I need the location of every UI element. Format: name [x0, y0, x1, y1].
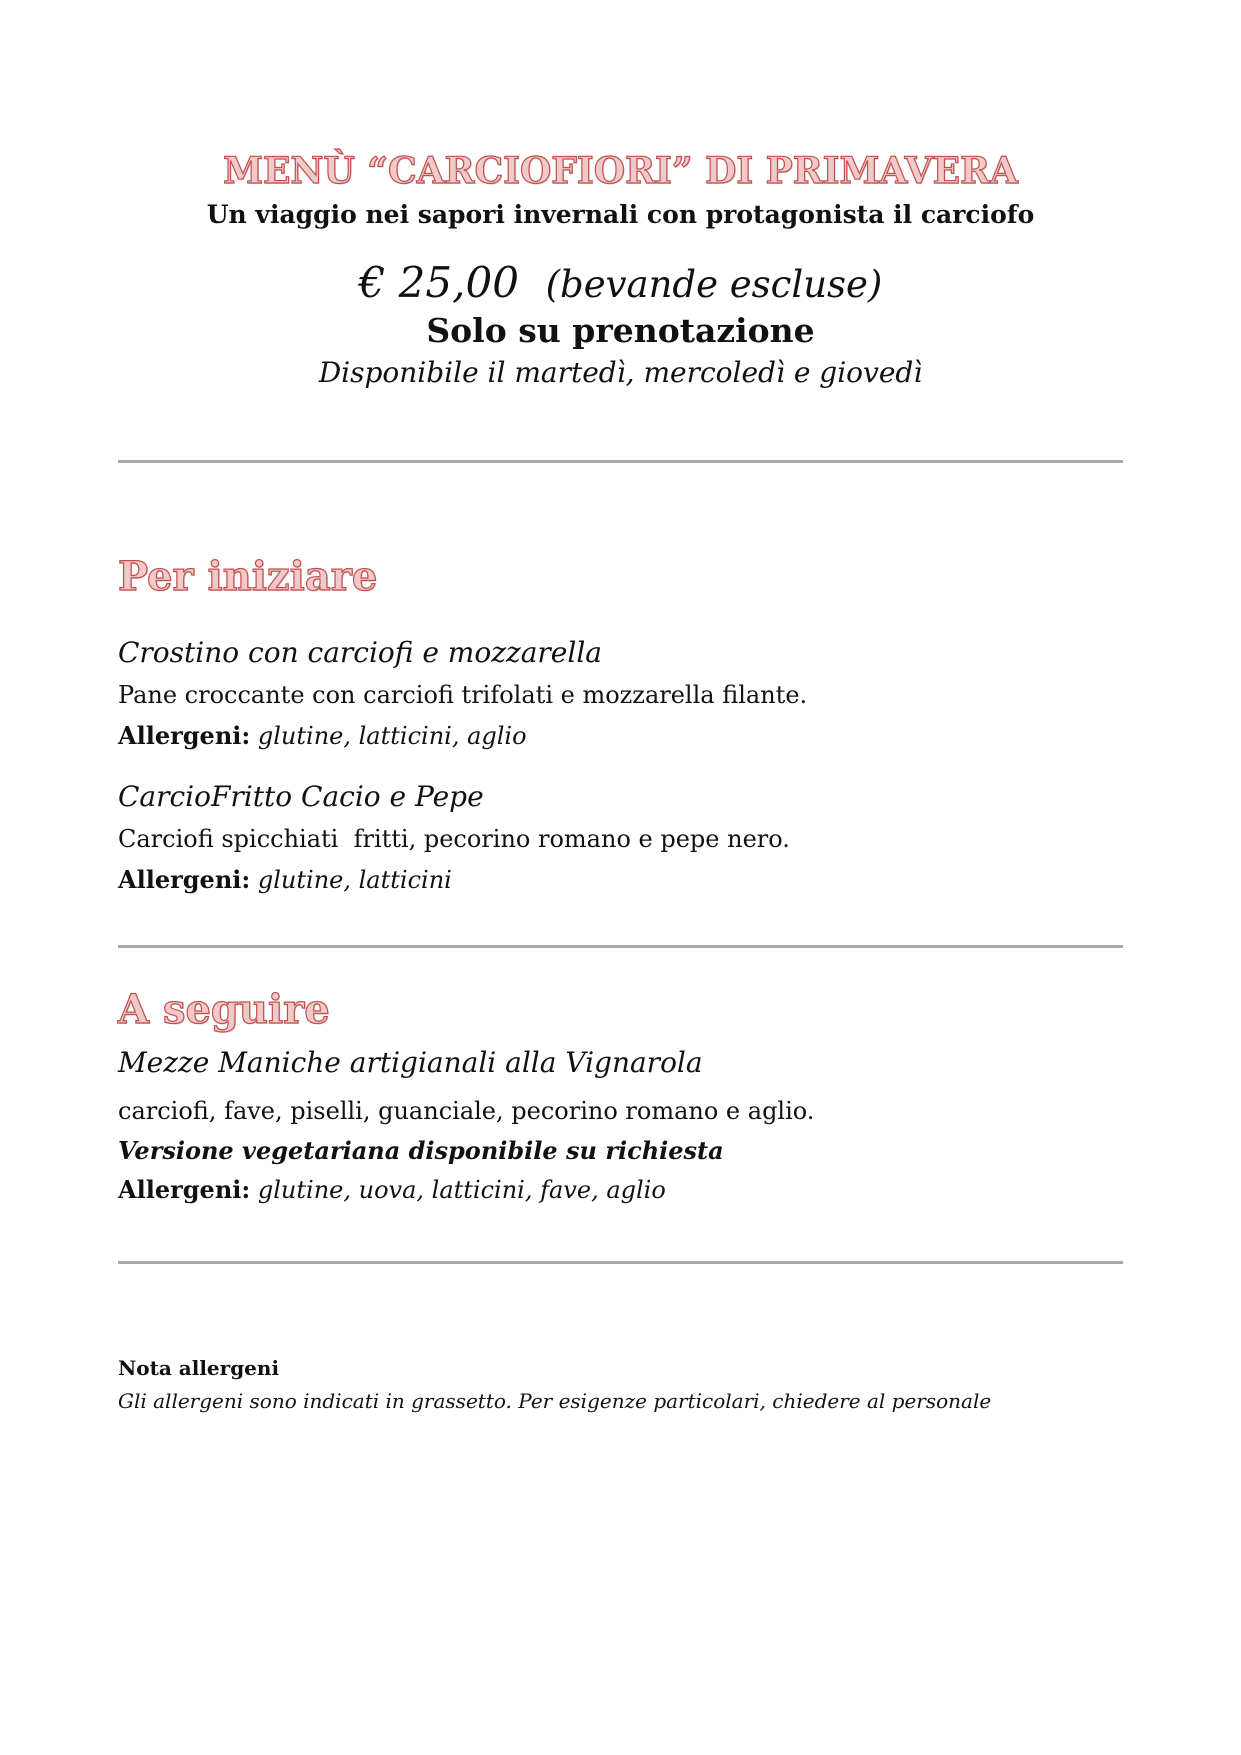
menu-title: MENÙ “CARCIOFIORI” DI PRIMAVERA: [223, 150, 1018, 192]
dish-description: Pane croccante con carciofi trifolati e mozzarella filante.: [118, 681, 808, 709]
allergens-label: Allergeni:: [118, 721, 251, 750]
dish-allergens: [118, 1175, 666, 1204]
dish-name: Crostino con carciofi e mozzarella: [118, 636, 602, 669]
price: € 25,00: [358, 258, 519, 307]
availability-note: Disponibile il martedì, mercoledì e giovedì: [318, 356, 923, 389]
allergen-note-title: Nota allergeni: [118, 1356, 280, 1380]
divider: [118, 460, 1123, 463]
dish-description: Carciofi spicchiati fritti, pecorino romano e pepe nero.: [118, 825, 790, 853]
allergens-list: glutine, uova, latticini, fave, aglio: [257, 1176, 666, 1204]
dish-name: CarcioFritto Cacio e Pepe: [118, 780, 484, 813]
allergens-label: Allergeni:: [118, 865, 251, 894]
dish-name: Mezze Maniche artigianali alla Vignarola: [118, 1046, 703, 1079]
dish-allergens: [118, 865, 452, 894]
divider: [118, 945, 1123, 948]
allergens-label: Allergeni:: [118, 1175, 251, 1204]
dish-allergens: [118, 721, 527, 750]
vegetarian-note: Versione vegetariana disponibile su richiesta: [118, 1136, 724, 1165]
dish-description: carciofi, fave, piselli, guanciale, pecorino romano e aglio.: [118, 1097, 815, 1125]
divider: [118, 1261, 1123, 1264]
allergens-list: glutine, latticini, aglio: [257, 722, 527, 750]
price-note: (bevande escluse): [545, 263, 883, 306]
booking-note: Solo su prenotazione: [426, 311, 815, 350]
price-line: [0, 258, 1241, 307]
section-title: Per iniziare: [118, 553, 378, 600]
allergen-note-text: Gli allergeni sono indicati in grassetto. Per esigenze particolari, chiedere al personale: [118, 1389, 992, 1413]
allergens-list: glutine, latticini: [257, 866, 452, 894]
menu-subtitle: Un viaggio nei sapori invernali con protagonista il carciofo: [206, 200, 1035, 229]
section-title: A seguire: [118, 986, 330, 1033]
